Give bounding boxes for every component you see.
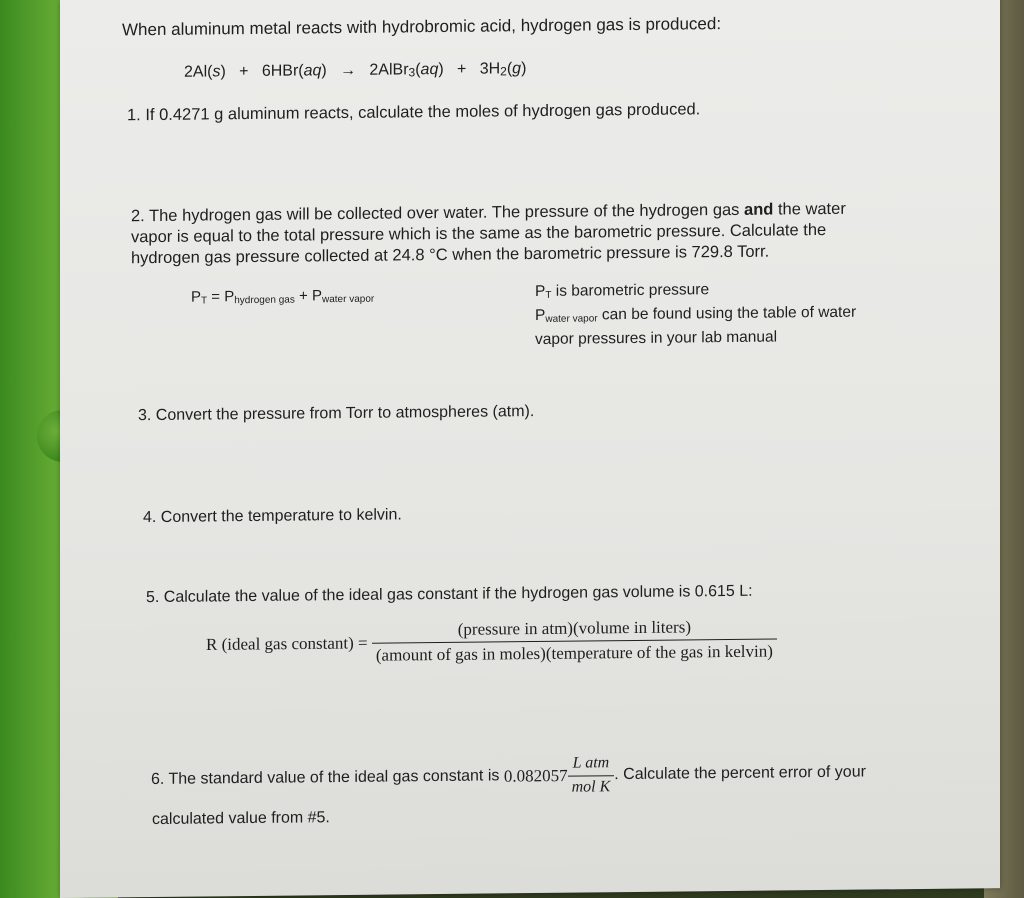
- question-3: 3. Convert the pressure from Torr to atmospheres (atm).: [138, 403, 535, 425]
- formula-lhs: R (ideal gas constant) =: [206, 633, 368, 654]
- intro-text: When aluminum metal reacts with hydrobromic acid, hydrogen gas is produced:: [122, 14, 722, 40]
- formula-numerator: (pressure in atm)(volume in liters): [372, 616, 777, 643]
- worksheet-page: [60, 0, 1000, 898]
- gas-constant-formula: [206, 616, 777, 667]
- chemical-equation: 2Al(s) + 6HBr(aq) → 2AlBr3(aq) + 3H2(g): [184, 60, 527, 81]
- pressure-formula: $P_T = P_{hydrogen gas} + P_{water vapor}$: [191, 287, 375, 307]
- question-6-continued: calculated value from #5.: [152, 809, 330, 829]
- question-2: 2. The hydrogen gas will be collected over water. The pressure of the hydrogen gas and the water vapor is equal to the total pressure which is the same as the barometric pressure. Calculate the hydrogen gas pressure collected at 24.8 °C when the barometric pressure is 729.8 Torr.: [131, 199, 846, 268]
- pressure-notes: $P_T$ is barometric pressure $P_{water vapor}$ can be found using the table of water vapor pressures in your lab manual: [535, 281, 857, 349]
- formula-fraction: [372, 616, 777, 665]
- units-fraction: $\frac{\text{L atm}}{\text{mol K}}$: [568, 754, 615, 797]
- question-1: 1. If 0.4271 g aluminum reacts, calculate the moles of hydrogen gas produced.: [127, 100, 701, 125]
- question-4: 4. Convert the temperature to kelvin.: [143, 506, 402, 527]
- question-5: 5. Calculate the value of the ideal gas constant if the hydrogen gas volume is 0.615 L:: [146, 582, 753, 607]
- formula-denominator: (amount of gas in moles)(temperature of the gas in kelvin): [375, 641, 773, 665]
- question-6: 6. The standard value of the ideal gas constant is 0.082057 $\frac{\text{L atm}}{\text{mol K}}$ . Calculate the percent error of your: [151, 754, 866, 796]
